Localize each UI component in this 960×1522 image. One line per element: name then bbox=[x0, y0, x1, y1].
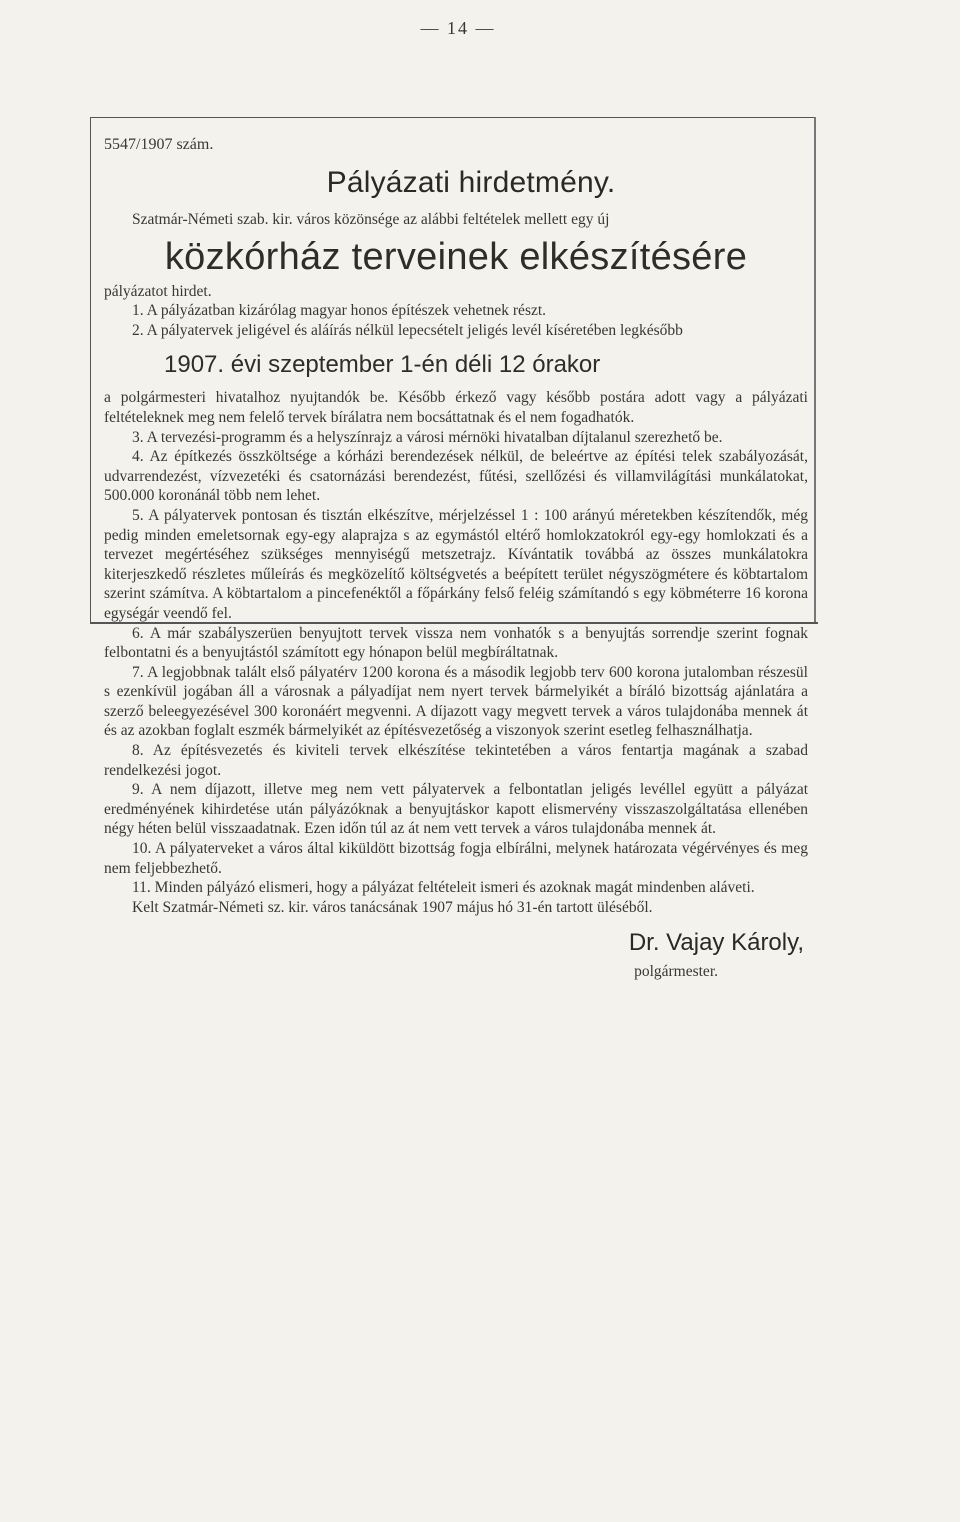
notice-content bbox=[104, 136, 808, 981]
paragraph-8: 8. Az építésvezetés és kiviteli tervek elkészítése tekintetében a város fentartja magának a szabad rendelkezési jogot. bbox=[104, 742, 808, 779]
paragraph-10: 10. A pályaterveket a város által kiküldött bizottság fogja elbírálni, melynek határozata végérvényes és meg nem feljebbezhető. bbox=[104, 840, 808, 877]
notice-title: Pályázati hirdetmény. bbox=[326, 166, 616, 199]
deadline: 1907. évi szeptember 1-én déli 12 órakor bbox=[164, 351, 601, 379]
paragraph-2: 2. A pályatervek jeligével és aláírás nélkül lepecsételt jeligés levél kíséretében legkésőbb bbox=[132, 321, 683, 339]
page-number: — 14 — bbox=[420, 18, 496, 38]
notice-frame-right-edge bbox=[814, 117, 816, 623]
paragraph-1: 1. A pályázatban kizárólag magyar honos építészek vehetnek részt. bbox=[132, 302, 547, 320]
paragraph-4: 4. Az építkezés összköltsége a kórházi berendezések nélkül, de beleértve az építési telek szabályozását, udvarrendezést, vízvezetéki és csatornázási berendezést, fűtési, szellőzési és villamvilágítási munkálatokat, 500.000 koronánál több nem lehet. bbox=[104, 448, 808, 505]
signature-name: Dr. Vajay Károly, bbox=[628, 929, 804, 957]
paragraph-3: 3. A tervezési-programm és a helyszínrajz a városi mérnöki hivatalban díjtalanul szerezhető be. bbox=[132, 428, 723, 446]
closing-paragraph: Kelt Szatmár-Németi sz. kir. város tanácsának 1907 május hó 31-én tartott üléséből. bbox=[132, 898, 653, 916]
paragraph-7: 7. A legjobbnak talált első pályatérv 1200 korona és a második legjobb terv 600 korona jutalomban részesül s ezenkívül jogában áll a városnak a pályadíjat nem nyert tervek bármelyikét a bíráló bizottság ajánlatára a szerző beleegyezésével 300 koronáért megvenni. A díjazott vagy megvett tervek a város tulajdonába mennek át és az azokban foglalt eszmék bármelyikét az építésvezetőség a viszonyok szerint esetleg felhasználhatja. bbox=[104, 663, 808, 740]
paragraph-11: 11. Minden pályázó elismeri, hogy a pályázat feltételeit ismeri és azoknak magát mindenben aláveti. bbox=[132, 879, 755, 897]
intro-end: pályázatot hirdet. bbox=[104, 282, 212, 300]
signature-title: polgármester. bbox=[634, 963, 718, 981]
signature-block bbox=[104, 929, 808, 981]
paragraph-5: 5. A pályatervek pontosan és tisztán elkészítve, mérjelzéssel 1 : 100 arányú méretekben készítendők, még pedig minden emeletsornak egy-egy alaprajza s az egymástól eltérő homlokzatokról egy-egy homlokzati és a tervezet megértéséhez szükséges mennyiségű metszetrajz. Kívántatik továbbá az összes munkálatokra kiterjeszkedő részletes műleírás és megközelítő költségvetés a beépített terület négyszögmétere és köbtartalom szerint számítva. A köbtartalom a pincefenéktől a főpárkány felső feléig számítandó s egy köbméterre 16 korona egységár veendő fel. bbox=[104, 506, 808, 622]
headline: közkórház terveinek elkészítésére bbox=[164, 235, 748, 278]
intro-paragraph: Szatmár-Németi szab. kir. város közönsége az alábbi feltételek mellett egy új bbox=[132, 211, 610, 228]
paragraph-6: 6. A már szabályszerüen benyujtott tervek vissza nem vonhatók s a benyujtás sorrendje szerint fognak felbontatni és a benyujtástól számított egy hónapon belül megbíráltatnak. bbox=[104, 624, 808, 662]
paragraph-2-continued: a polgármesteri hivatalhoz nyujtandók be. Később érkező vagy később postára adott vagy a pályázati feltételeknek meg nem felelő tervek bírálatra nem bocsáttatnak és el nem fogadhatók. bbox=[104, 389, 808, 426]
paragraph-9: 9. A nem díjazott, illetve meg nem vett pályatervek a felbontatlan jeligés levéllel együtt a pályázat eredményének kihirdetése után pályázóknak a benyujtáskor kapott elismervény visszaszolgáltatása ellenében négy héten belül visszaadatnak. Ezen időn túl az át nem vett tervek a város tulajdonába mennek át. bbox=[104, 781, 808, 838]
document-number: 5547/1907 szám. bbox=[104, 136, 214, 153]
